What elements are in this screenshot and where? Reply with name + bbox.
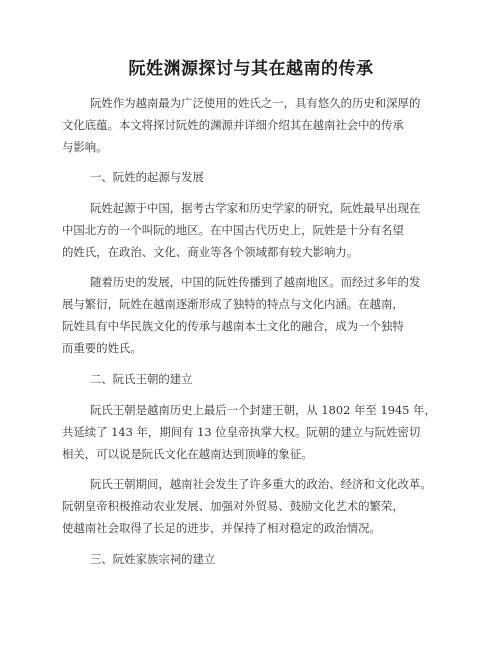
paragraph-line: 相关，可以说是阮氏文化在越南达到顶峰的象征。 bbox=[62, 447, 313, 461]
paragraph-line: 使越南社会取得了长足的进步，并保持了相对稳定的政治情况。 bbox=[62, 521, 381, 535]
paragraph-line: 的姓氏，在政治、文化、商业等各个领域都有较大影响力。 bbox=[62, 245, 359, 259]
paragraph-line: 阮氏王朝是越南历史上最后一个封建王朝，从 1802 年至 1945 年， bbox=[90, 403, 436, 417]
document-title: 阮姓渊源探讨与其在越南的传承 bbox=[128, 59, 374, 79]
section-heading: 三、阮姓家族宗祠的建立 bbox=[90, 552, 216, 566]
paragraph-line: 阮姓作为越南最为广泛使用的姓氏之一，具有悠久的历史和深厚的 bbox=[90, 96, 421, 110]
paragraph-line: 共延续了 143 年，期间有 13 位皇帝执掌大权。阮朝的建立与阮姓密切 bbox=[62, 425, 421, 439]
paragraph-line: 与影响。 bbox=[62, 140, 108, 154]
section-heading: 二、阮氏王朝的建立 bbox=[90, 372, 193, 386]
section-heading: 一、阮姓的起源与发展 bbox=[90, 170, 204, 184]
paragraph-line: 阮姓起源于中国，据考古学家和历史学家的研究，阮姓最早出现在 bbox=[90, 201, 421, 215]
paragraph-line: 阮朝皇帝积极推动农业发展、加强对外贸易、鼓励文化艺术的繁荣， bbox=[62, 499, 404, 513]
paragraph-line: 文化底蕴。本文将探讨阮姓的渊源并详细介绍其在越南社会中的传承 bbox=[62, 118, 404, 132]
paragraph-line: 展与繁衍，阮姓在越南逐渐形成了独特的特点与文化内涵。在越南， bbox=[62, 297, 404, 311]
paragraph-line: 中国北方的一个叫阮的地区。在中国古代历史上，阮姓是十分有名望 bbox=[62, 223, 404, 237]
paragraph-line: 阮氏王朝期间，越南社会发生了许多重大的政治、经济和文化改革。 bbox=[90, 477, 432, 491]
paragraph-line: 随着历史的发展，中国的阮姓传播到了越南地区。而经过多年的发 bbox=[90, 275, 421, 289]
paragraph-line: 而重要的姓氏。 bbox=[62, 341, 142, 355]
paragraph-line: 阮姓具有中华民族文化的传承与越南本土文化的融合，成为一个独特 bbox=[62, 319, 404, 333]
